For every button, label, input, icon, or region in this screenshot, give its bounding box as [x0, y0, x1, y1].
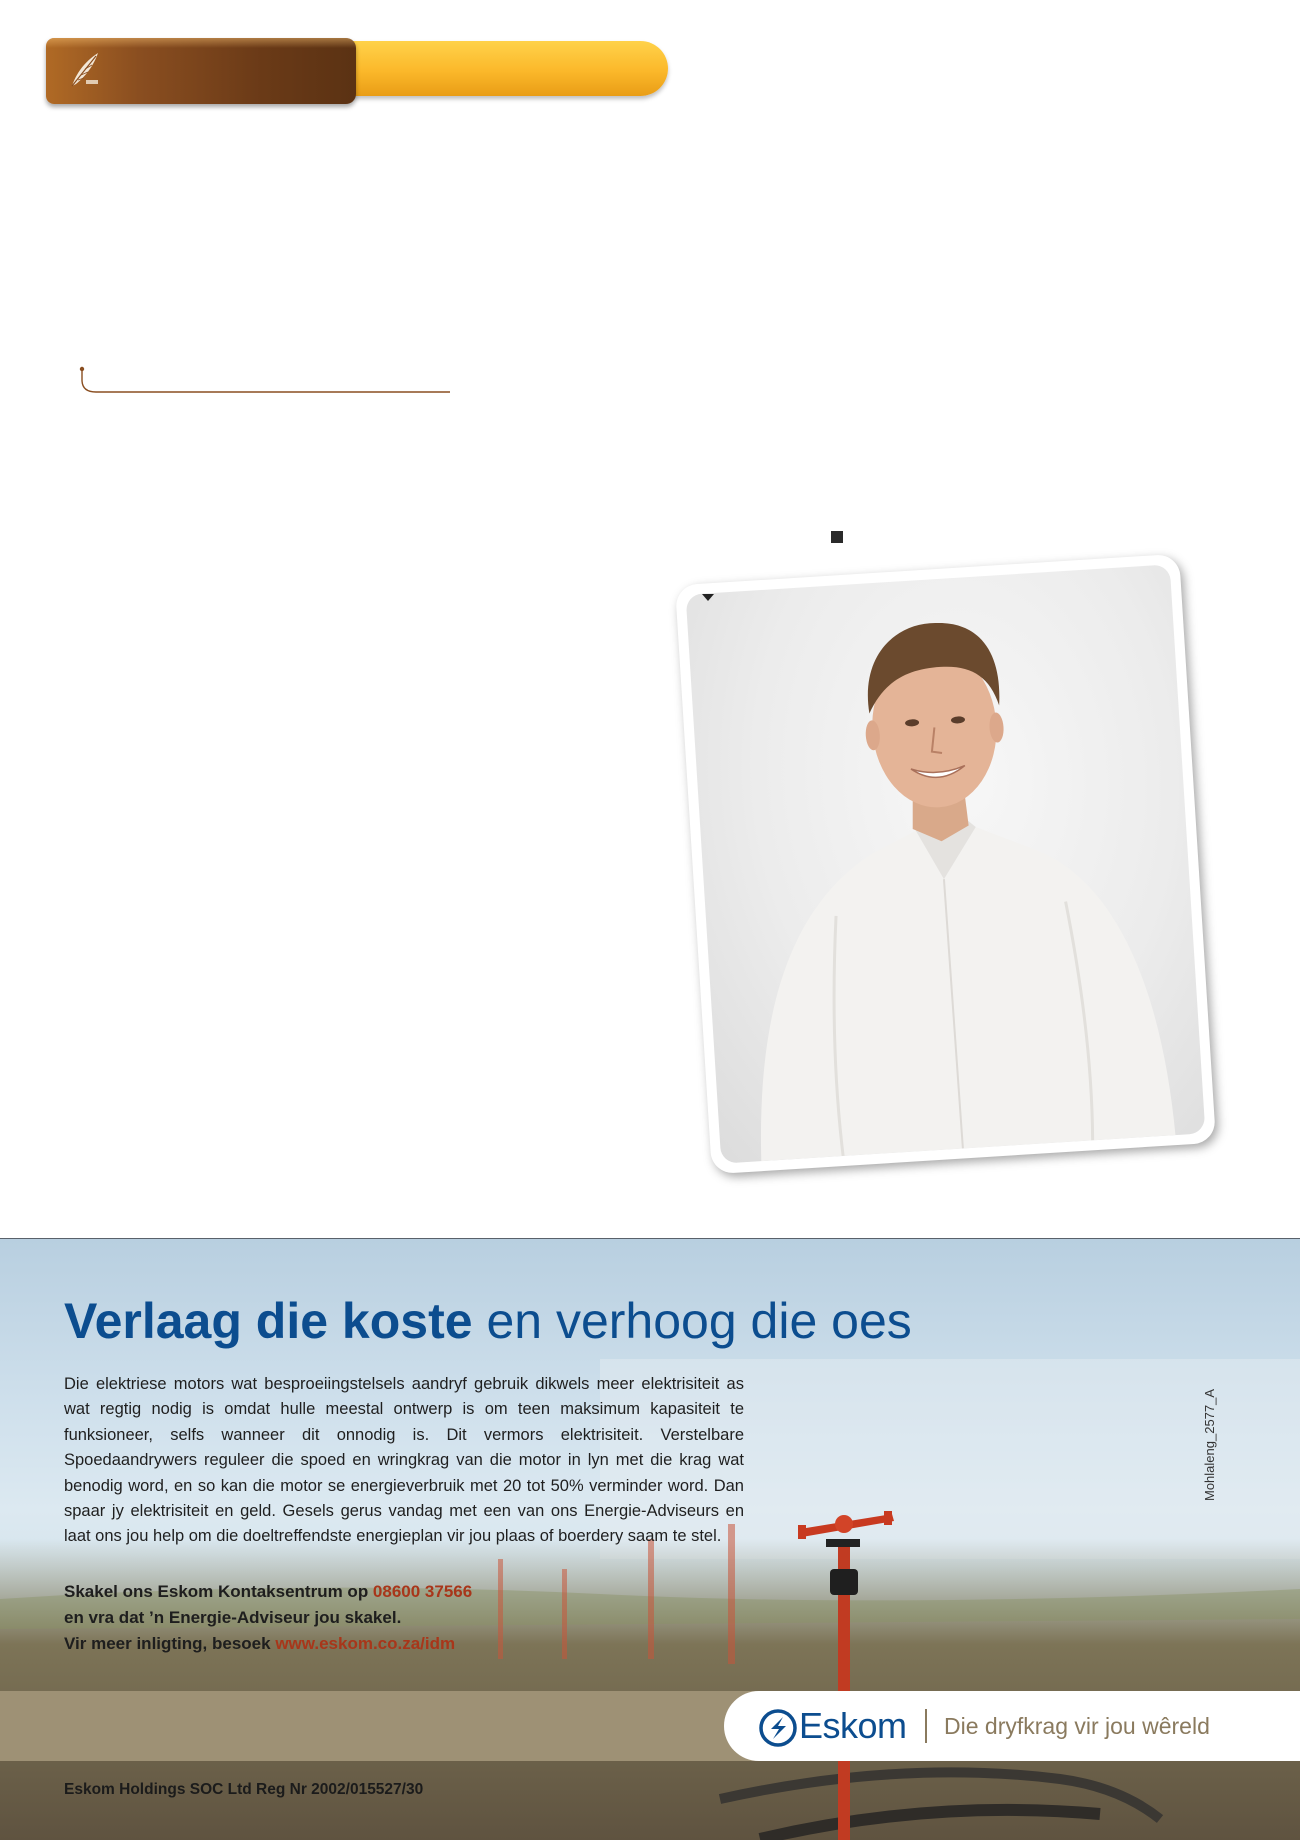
banner-yellow-tab [336, 41, 668, 96]
headline-bold: Verlaag die koste [64, 1293, 473, 1349]
decorative-rule [76, 364, 454, 396]
portrait-photo [675, 554, 1216, 1175]
headline-light: en verhoog die oes [472, 1293, 912, 1349]
cta-url-prefix: Vir meer inligting, besoek [64, 1634, 276, 1653]
portrait-figure [686, 564, 1206, 1163]
cta-prefix: Skakel ons Eskom Kontaksentrum op [64, 1582, 373, 1601]
header-banner [46, 38, 668, 104]
eskom-advert [0, 1238, 1300, 1840]
eskom-logo-icon [759, 1709, 797, 1747]
website-link[interactable]: www.eskom.co.za/idm [275, 1634, 456, 1653]
call-to-action-adviser: en vra dat ’n Energie-Adviseur jou skakel. [64, 1608, 402, 1627]
advert-reference-code: Mohlaleng_2577_A [1202, 1388, 1217, 1501]
brand-divider [925, 1709, 927, 1743]
brand-name: Eskom [799, 1705, 907, 1746]
advert-headline [64, 1291, 1064, 1351]
legal-footer: Eskom Holdings SOC Ltd Reg Nr 2002/015527/30 [64, 1781, 424, 1798]
banner-brown-tab [46, 38, 356, 104]
call-to-action-website [64, 1634, 455, 1654]
phone-number-link[interactable]: 08600 37566 [372, 1582, 473, 1601]
leaf-feather-icon [68, 50, 102, 90]
advert-body-text: Die elektriese motors wat besproeiingstelsels aandryf gebruik dikwels meer elektrisiteit as wat regtig nodig is omdat hulle meestal ontwerp is om teen maksimum kapasiteit te funksioneer, selfs wanneer dit onnodig is. Dit vermors elektrisiteit. Verstelbare Spoedaandrywers reguleer die spoed en wringkrag van die motor in lyn met die krag wat benodig word, en so kan die motor se energieverbruik met 20 tot 50% verminder word. Dan spaar jy elektrisiteit en geld. Gesels gerus vandag met een van ons Energie-Adviseurs en laat ons jou help om die doeltreffendste energieplan vir jou plaas of boerdery saam te stel. [64, 1375, 744, 1546]
caret-down-icon [702, 594, 714, 601]
call-to-action-phone [64, 1582, 472, 1602]
bullet-square [831, 531, 843, 543]
brand-slogan: Die dryfkrag vir jou wêreld [944, 1713, 1210, 1739]
